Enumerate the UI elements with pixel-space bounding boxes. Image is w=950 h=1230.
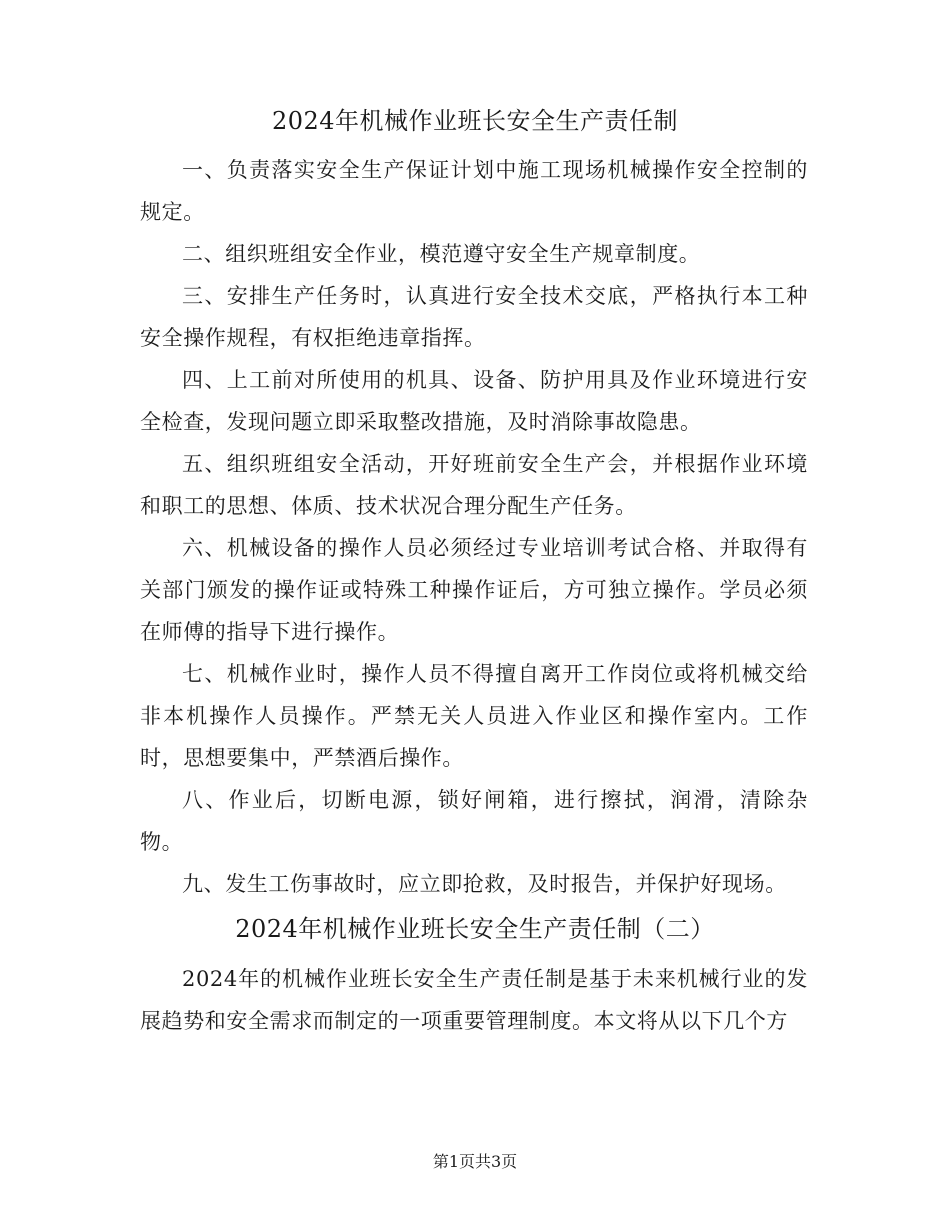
document-body bbox=[140, 149, 808, 905]
paragraph-2: 二、组织班组安全作业，模范遵守安全生产规章制度。 bbox=[182, 242, 701, 266]
page-number: 第1页共3页 bbox=[432, 1152, 518, 1171]
paragraph-1: 一、负责落实安全生产保证计划中施工现场机械操作安全控制的规定。 bbox=[140, 158, 808, 224]
section-2-paragraph-1: 2024年的机械作业班长安全生产责任制是基于未来机械行业的发展趋势和安全需求而制定的一项重要管理制度。本文将从以下几个方 bbox=[140, 967, 808, 1033]
paragraph-6: 六、机械设备的操作人员必须经过专业培训考试合格、并取得有关部门颁发的操作证或特殊工种操作证后，方可独立操作。学员必须在师傅的指导下进行操作。 bbox=[140, 536, 808, 644]
section-2-title: 2024年机械作业班长安全生产责任制（二） bbox=[235, 915, 715, 943]
paragraph-8: 八、作业后，切断电源，锁好闸箱，进行擦拭，润滑，清除杂物。 bbox=[140, 788, 808, 854]
section-2-body bbox=[140, 958, 808, 1042]
paragraph-5: 五、组织班组安全活动，开好班前安全生产会，并根据作业环境和职工的思想、体质、技术状况合理分配生产任务。 bbox=[140, 452, 808, 518]
document-title: 2024年机械作业班长安全生产责任制 bbox=[271, 107, 679, 135]
paragraph-4: 四、上工前对所使用的机具、设备、防护用具及作业环境进行安全检查，发现问题立即采取整改措施，及时消除事故隐患。 bbox=[140, 368, 808, 434]
paragraph-9: 九、发生工伤事故时，应立即抢救，及时报告，并保护好现场。 bbox=[182, 872, 787, 896]
paragraph-3: 三、安排生产任务时，认真进行安全技术交底，严格执行本工种安全操作规程，有权拒绝违章指挥。 bbox=[140, 284, 808, 350]
paragraph-7: 七、机械作业时，操作人员不得擅自离开工作岗位或将机械交给非本机操作人员操作。严禁无关人员进入作业区和操作室内。工作时，思想要集中，严禁酒后操作。 bbox=[140, 662, 808, 770]
